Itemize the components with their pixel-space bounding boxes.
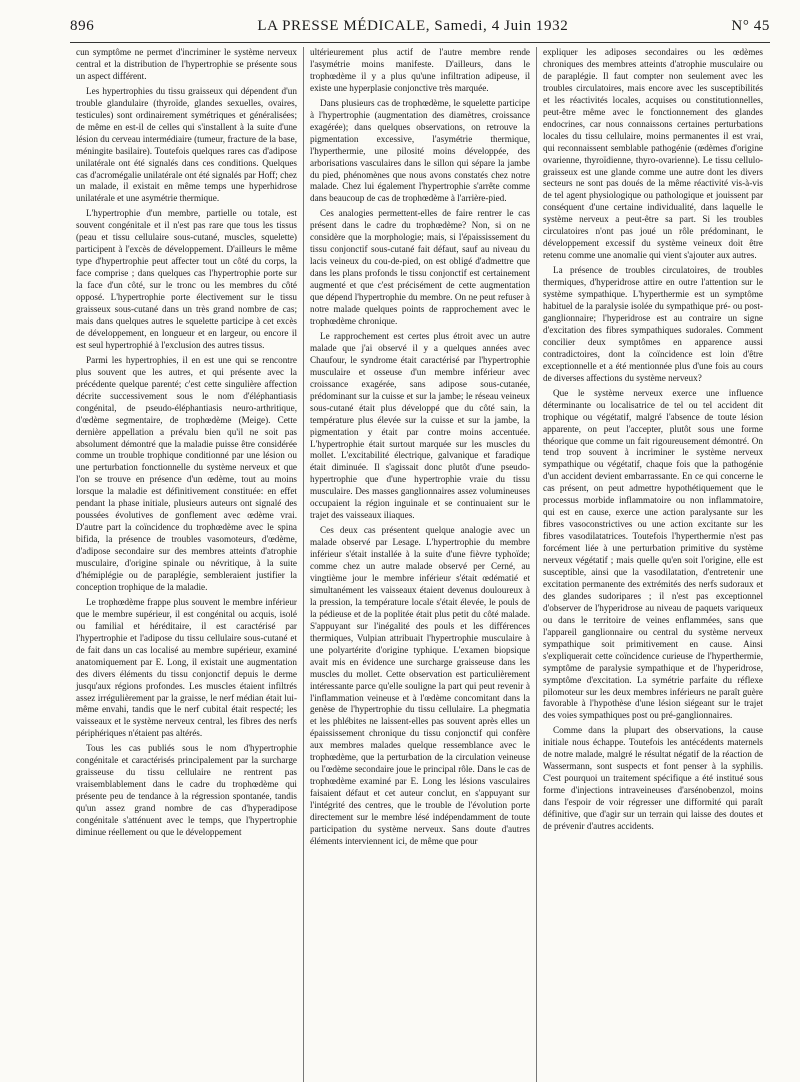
paragraph: L'hypertrophie d'un membre, partielle ou totale, est souvent congénitale et il n'est pas rare que tous les tissus (peau et tissu cellulaire sous-cutané, muscles, squelette) participent à l'excès de développement. D'ailleurs le même type d'hypertrophie peut affecter tout un côté du corps, la face comprise ; dans quelques cas l'hypertrophie porte sur la face d'un côté, sur le tronc ou les membres du côté opposé. L'hypertrophie porte électivement sur le tissu graisseux sous-cutané dans un très grand nombre de cas; mais dans quelques autres le squelette participe à cet excès de développement, en longueur et en largeur, ou encore il est seul hypertrophié à l'exclusion des autres tissus. — [76, 208, 297, 350]
paragraph: Ces deux cas présentent quelque analogie avec un malade observé par Lesage. L'hypertrophie du membre inférieur s'était installée à la suite d'une fièvre typhoïde; comme chez un autre malade observé per Cerné, au vingtième jour le membre inférieur s'était œdématié et simultanément les vaisseaux étaient devenus douloureux à la pression, la température locale s'était élevée, le pouls de la pédieuse et de la poplitée était plus petit du côté malade. S'appuyant sur l'inégalité des pouls et les différences thermiques, Vulpian attribuait l'hypertrophie musculaire à une polyartérite d'origine typhique. L'examen biopsique avait mis en évidence une surcharge graisseuse dans les muscles du mollet. Cette observation est particulièrement intéressante parce qu'elle souligne la part qui peut revenir à l'inflammation veineuse et à l'œdème concomitant dans la genèse de l'hypertrophie du tissu cellulaire. La phegmatia et les phlébites ne laissent-elles pas souvent après elles un épaississement chronique du tissu conjonctif qui confère aux membres malades quelque ressemblance avec le trophœdème, que la perturbation de la circulation veineuse ou l'œdème secondaire joue le principal rôle. Dans le cas de trophœdème examiné par E. Long les lésions vasculaires faisaient défaut et cet auteur conclut, en s'appuyant sur l'intégrité des centres, que le trouble de l'évolution porte directement sur le membre lésé indépendamment de toute participation du système nerveux. Sans doute d'autres éléments interviennent ici, de même que pour — [310, 525, 530, 846]
paragraph: Ces analogies permettent-elles de faire rentrer le cas présent dans le cadre du trophœdème? Non, si on ne considère que la morphologie; mais, si l'épaississement du tissu conjonctif sous-cutané fait défaut, sauf au niveau du lacis veineux du cou-de-pied, on est obligé d'admettre que dans les plans profonds le tissu conjonctif est certainement augmenté et que c'est précisément de cette augmentation que dépend l'hypertrophie du membre. On ne peut refuser à notre malade quelques points de rapprochement avec le trophœdème chronique. — [310, 208, 530, 326]
text-columns — [70, 47, 770, 1082]
paragraph: Parmi les hypertrophies, il en est une qui se rencontre plus souvent que les autres, et qui présente avec la précédente quelque parenté; c'est cette singulière affection décrite successivement sous le nom d'éléphantiasis congénital, de pseudo-éléphantiasis neuro-arthritique, d'œdème segmentaire, de trophœdème (Meige). Cette dernière appellation a prévalu bien qu'il ne soit pas absolument démontré que la maladie puisse être considérée comme un trouble trophique conditionné par une lésion ou une perturbation fonctionnelle du système nerveux et que l'on se trouve en présence d'un œdème, tout au moins lorsque la maladie est définitivement constituée: en effet pendant la phase initiale, plusieurs auteurs ont signalé des poussées évolutives de gonflement avec œdème vrai. D'autre part la coïncidence du trophœdème avec le spina bifida, la présence de troubles vasomoteurs, d'œdème, d'adipose secondaire sur des membres atteints d'atrophie musculaire, d'origine spinale ou névritique, à la suite d'hémiplégie ou de paraplégie, sembleraient justifier la conception trophique de la maladie. — [76, 354, 297, 592]
column-2 — [303, 47, 536, 1082]
page-number: 896 — [70, 18, 95, 34]
column-3 — [536, 47, 769, 1082]
paragraph: Les hypertrophies du tissu graisseux qui dépendent d'un trouble glandulaire (thyroïde, glandes sexuelles, ovaires, testicules) sont ordinairement symétriques et généralisées; de même en est-il de celles qui s'installent à la suite d'une lésion du cerveau intermédiaire (tumeur, fracture de la base, méningite basilaire). Toutefois quelques rares cas d'adipose unilatérale ont été signalés dans ces conditions. Quelques cas d'acromégalie unilatérale ont été signalés par Hoff; chez un malade, il existait en même temps une hyperhidrose unilatérale et une asymétrie thermique. — [76, 85, 297, 204]
paragraph: Que le système nerveux exerce une influence déterminante ou localisatrice de tel ou tel accident dit trophique ou végétatif, malgré l'absence de toute lésion apparente, on peut l'accepter, plutôt sous une forme théorique que comme un fait rigoureusement démontré. On tend trop souvent à incriminer le système nerveux sympathique ou végétatif, chaque fois que la pathogénie d'un accident devient embarrassante. En ce qui concerne le cas présent, on peut admettre hypothétiquement que le processus morbide inflammatoire ou non inflammatoire, qui est en cause, exerce une action paralysante sur les fibres vasoconstrictives ou une action excitante sur les fibres vasodilatatrices. Toutefois l'hyperthermie n'est pas forcément liée à une perturbation primitive du système nerveux végétatif ; mais quelle qu'en soit l'origine, elle est susceptible, ainsi que la vasodilatation, d'entretenir une excitation permanente des extrémités des nerfs sudoraux et des glandes sudoripares ; il n'est pas exceptionnel d'observer de l'hyperidrose au niveau de paquets variqueux ou dans le territoire de veines enflammées, sans que l'appareil ganglionnaire ou central du système nerveux sympathique soit primitivement en cause. Ainsi s'expliquerait cette coïncidence curieuse de l'hyperthermie, symptôme de paralysie sympathique et de l'hyperidrose, symptôme d'excitation. La symétrie parfaite du réflexe pilomoteur sur les deux membres inférieurs ne paraît guère favorable à l'hypothèse d'une lésion siégeant sur le trajet des voies sympathiques post ou pré-ganglionnaires. — [543, 387, 763, 721]
paragraph: Le trophœdème frappe plus souvent le membre inférieur que le membre supérieur, il est congénital ou acquis, isolé ou familial et héréditaire, il est caractérisé par l'hypertrophie et l'adipose du tissu cellulaire sous-cutané et de fait dans un cas localisé au membre supérieur, examiné anatomiquement par E. Long, il existait une augmentation des divers éléments du tissu conjonctif depuis le derme jusqu'aux régions profondes. Les muscles étaient infiltrés assez irrégulièrement par la graisse, le nerf médian était lui-même envahi, tandis que le nerf cubital était respecté; les vaisseaux et le système nerveux central, les fibres des nerfs périphériques n'étaient pas altérés. — [76, 596, 297, 739]
paragraph: cun symptôme ne permet d'incriminer le système nerveux central et la distribution de l'hypertrophie se présente sous un aspect différent. — [76, 47, 297, 81]
paragraph: Tous les cas publiés sous le nom d'hypertrophie congénitale et caractérisés principalement par la surcharge graisseuse du tissu cellulaire ne rentrent pas vraisemblablement dans le cadre du trophœdème qui présente peu de tendance à la régression spontanée, tandis qu'un assez grand nombre de cas d'hyperadipose congénitale s'atténuent avec le temps, que l'hypertrophie diminue réellement ou que le développement — [76, 743, 297, 837]
paragraph: ultérieurement plus actif de l'autre membre rende l'asymétrie moins manifeste. D'ailleurs, dans le trophœdème il y a plus qu'une infiltration adipeuse, il existe une hyperplasie conjonctive très marquée. — [310, 47, 530, 93]
running-head — [70, 18, 770, 40]
paragraph: La présence de troubles circulatoires, de troubles thermiques, d'hyperidrose attire en outre l'attention sur le système sympathique. L'hyperthermie est un symptôme habituel de la paralysie isolée du sympathique pré- ou post-ganglionnaire; l'hyperidrose est au contraire un signe d'excitation des fibres sympathiques sudorales. Comment concilier deux symptômes en apparence aussi contradictoires, dont la coïncidence est loin d'être exceptionnelle et a été mentionnée plus d'une fois au cours de diverses affections du système nerveux? — [543, 265, 763, 383]
paragraph: Dans plusieurs cas de trophœdème, le squelette participe à l'hypertrophie (augmentation des diamètres, croissance exagérée); dans quelques observations, on retrouve la pigmentation excessive, l'asymétrie thermique, l'hyperthermie, une pilosité moins développée, des arborisations vasculaires dans le sillon qui sépare la jambe du pied, phénomènes que nous avons constatés chez notre malade. Chez lui également l'hypertrophie s'arrête comme dans beaucoup de cas de trophœdème à l'arrière-pied. — [310, 97, 530, 204]
issue-number: N° 45 — [731, 18, 770, 34]
column-1 — [70, 47, 303, 1082]
paragraph: expliquer les adiposes secondaires ou les œdèmes chroniques des membres atteints d'atrophie musculaire ou de paraplégie. Il faut compter non seulement avec les troubles circulatoires, mais encore avec les susceptibilités et les réactivités locales, acquises ou constitutionnelles, peut-être même avec le fonctionnement des glandes endocrines, car nous connaissons certaines perturbations locales du tissu cellulaire, moins permanentes il est vrai, qui reconnaissent semblable pathogénie (œdèmes d'origine ovarienne, thyroïdienne, thyro-ovarienne). Le tissu cellulo-graisseux est une glande comme une autre dont les divers secteurs ne sont pas doués de la même réactivité vis-à-vis de tel agent physiologique ou pathologique et jouissent par conséquent d'une certaine individualité, dans laquelle le système nerveux a peut-être sa part. Si les troubles circulatoires n'ont pas joué un rôle prédominant, le développement excessif du système veineux doit être retenu comme une anomalie qui vient s'ajouter aux autres. — [543, 47, 763, 261]
header-rule — [70, 42, 770, 43]
paragraph: Le rapprochement est certes plus étroit avec un autre malade que j'ai observé il y a quelques années avec Chaufour, le syndrome était caractérisé par l'hypertrophie musculaire et osseuse d'un membre inférieur avec croissance exagérée, sans adipose sous-cutanée, prédominant sur la cuisse et sur la jambe; le réseau veineux sous-cutané était plus développé que du côté sain, la température plus élevée sur la cuisse et sur la jambe, la pigmentation y était par contre moins accentuée. L'hypertrophie était surtout marquée sur les muscles du mollet. L'excitabilité électrique, galvanique et faradique était diminuée. Il s'agissait donc plutôt d'une pseudo-hypertrophie que d'une hypertrophie vraie du tissu musculaire. Des masses ganglionnaires assez volumineuses occupaient la région inguinale et se continuaient sur le trajet des vaisseaux iliaques. — [310, 330, 530, 521]
paragraph: Comme dans la plupart des observations, la cause initiale nous échappe. Toutefois les antécédents maternels de notre malade, malgré le résultat négatif de la réaction de Wassermann, sont suspects et font penser à la syphilis. C'est pourquoi un traitement spécifique a été institué sous forme d'injections intraveineuses d'arsénobenzol, moins dans l'espoir de voir régresser une difformité qui paraît définitive, que d'agir sur un terrain qui laisse des doutes et de prévenir d'autres accidents. — [543, 725, 763, 831]
journal-title: LA PRESSE MÉDICALE, Samedi, 4 Juin 1932 — [257, 18, 569, 34]
